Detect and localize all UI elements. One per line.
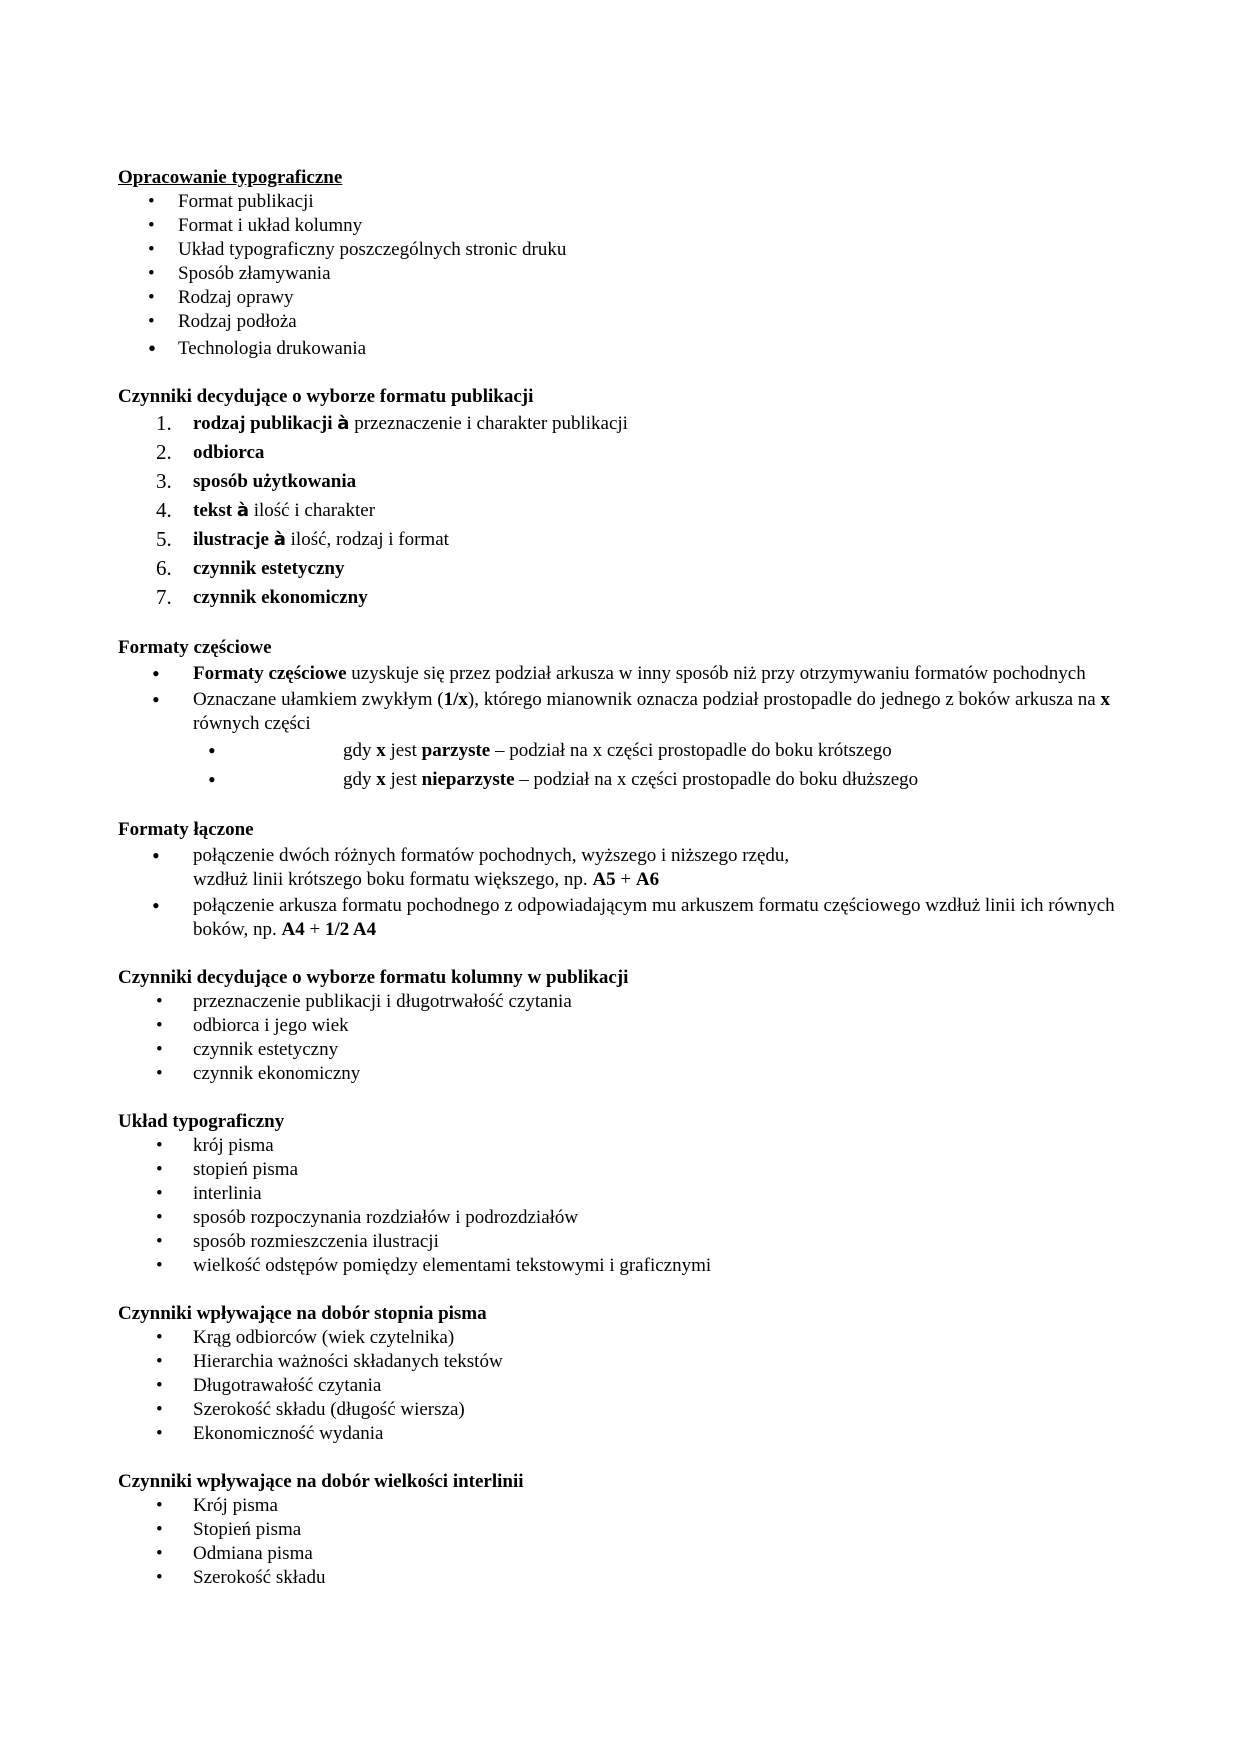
bullet-icon: • [152, 843, 160, 868]
list-item: 7. czynnik ekonomiczny [156, 585, 368, 609]
section-format-kolumny [118, 966, 1128, 1086]
numbered-list [118, 409, 1128, 612]
list-item: • interlinia [156, 1183, 262, 1204]
list-item: • Format publikacji [148, 191, 314, 212]
section-title: Czynniki decydujące o wyborze formatu publikacji [118, 386, 534, 407]
bullet-list [118, 662, 1128, 736]
list-item: • Hierarchia ważności składanych tekstów [156, 1351, 503, 1372]
bullet-icon: • [156, 1135, 163, 1156]
list-item: 5. ilustracje à ilość, rodzaj i format [156, 527, 449, 551]
arrow-icon: à [337, 413, 350, 434]
section-stopien-pisma [118, 1302, 1128, 1446]
list-item: • Rodzaj oprawy [148, 287, 294, 308]
list-item: • gdy x jest parzyste – podział na x części prostopadle do boku krótszego [208, 738, 892, 763]
section-title: Formaty częściowe [118, 637, 272, 658]
list-item: • Oznaczane ułamkiem zwykłym (1/x), którego mianownik oznacza podział prostopadle do jednego z boków arkusza na x równych części [152, 687, 1110, 734]
bullet-icon: • [208, 738, 216, 763]
list-item: • Odmiana pisma [156, 1543, 313, 1564]
list-item: • czynnik estetyczny [156, 1039, 339, 1060]
bullet-icon: • [148, 287, 155, 308]
list-item: • sposób rozpoczynania rozdziałów i podrozdziałów [156, 1207, 579, 1228]
list-item: • Układ typograficzny poszczególnych stronic druku [148, 239, 567, 260]
list-item: • Długotrawałość czytania [156, 1375, 382, 1396]
section-opracowanie [118, 166, 1128, 361]
bullet-icon: • [156, 1039, 163, 1060]
bullet-icon: • [156, 1519, 163, 1540]
arrow-icon: à [273, 529, 286, 550]
list-item: • gdy x jest nieparzyste – podział na x części prostopadle do boku dłuższego [208, 767, 919, 792]
bullet-icon: • [156, 1255, 163, 1276]
list-item: • Szerokość składu (długość wiersza) [156, 1399, 465, 1420]
bullet-list [118, 1494, 1128, 1590]
bullet-icon: • [156, 991, 163, 1012]
list-item: • czynnik ekonomiczny [156, 1063, 361, 1084]
bullet-list [118, 190, 1128, 361]
document-page [118, 166, 1128, 1614]
bullet-icon: • [208, 767, 216, 792]
section-formaty-laczone [118, 818, 1128, 942]
bullet-list [118, 1134, 1128, 1278]
bullet-list [118, 844, 1128, 942]
bullet-icon: • [152, 893, 160, 918]
bullet-icon: • [156, 1399, 163, 1420]
bullet-icon: • [156, 1423, 163, 1444]
section-title: Opracowanie typograficzne [118, 167, 343, 188]
list-item: • połączenie dwóch różnych formatów pochodnych, wyższego i niższego rzędu, wzdłuż linii krótszego boku formatu większego, np. A5 + A6 [152, 843, 790, 890]
bullet-icon: • [156, 1231, 163, 1252]
bullet-icon: • [156, 1351, 163, 1372]
list-item: • odbiorca i jego wiek [156, 1015, 349, 1036]
bullet-icon: • [148, 336, 157, 361]
section-czynniki-formatu [118, 385, 1128, 612]
list-item: 1. rodzaj publikacji à przeznaczenie i charakter publikacji [156, 411, 628, 435]
list-item: 4. tekst à ilość i charakter [156, 498, 376, 522]
list-item: • przeznaczenie publikacji i długotrwałość czytania [156, 991, 572, 1012]
list-item: • Sposób złamywania [148, 263, 331, 284]
bullet-list [118, 990, 1128, 1086]
section-interlinia [118, 1470, 1128, 1590]
list-item: • Ekonomiczność wydania [156, 1423, 384, 1444]
list-item: • Formaty częściowe uzyskuje się przez podział arkusza w inny sposób niż przy otrzymywaniu formatów pochodnych [152, 661, 1086, 686]
bullet-icon: • [156, 1543, 163, 1564]
section-uklad-typograficzny [118, 1110, 1128, 1278]
arrow-icon: à [236, 500, 249, 521]
list-item: • Szerokość składu [156, 1567, 326, 1588]
list-item: • Krąg odbiorców (wiek czytelnika) [156, 1327, 455, 1348]
section-title: Czynniki decydujące o wyborze formatu kolumny w publikacji [118, 967, 629, 988]
bullet-icon: • [156, 1159, 163, 1180]
list-item: • Stopień pisma [156, 1519, 302, 1540]
list-item: • Technologia drukowania [148, 336, 367, 361]
bullet-icon: • [156, 1207, 163, 1228]
bullet-icon: • [148, 215, 155, 236]
bullet-icon: • [148, 263, 155, 284]
list-item: • stopień pisma [156, 1159, 299, 1180]
list-item: • wielkość odstępów pomiędzy elementami tekstowymi i graficznymi [156, 1255, 712, 1276]
bullet-icon: • [156, 1327, 163, 1348]
list-item: • Rodzaj podłoża [148, 311, 297, 332]
list-item: • Krój pisma [156, 1495, 278, 1516]
section-title: Formaty łączone [118, 819, 254, 840]
list-item: 2. odbiorca [156, 440, 265, 464]
bullet-icon: • [156, 1495, 163, 1516]
list-item: 3. sposób użytkowania [156, 469, 357, 493]
section-formaty-czesciowe [118, 636, 1128, 794]
list-item: • sposób rozmieszczenia ilustracji [156, 1231, 439, 1252]
bullet-icon: • [148, 311, 155, 332]
bullet-icon: • [156, 1063, 163, 1084]
list-item: • Format i układ kolumny [148, 215, 363, 236]
bullet-icon: • [152, 661, 160, 686]
list-item: • krój pisma [156, 1135, 274, 1156]
section-title: Czynniki wpływające na dobór wielkości interlinii [118, 1471, 524, 1492]
bullet-icon: • [148, 191, 155, 212]
bullet-list [118, 1326, 1128, 1446]
bullet-icon: • [156, 1015, 163, 1036]
list-item: 6. czynnik estetyczny [156, 556, 345, 580]
bullet-icon: • [148, 239, 155, 260]
bullet-icon: • [156, 1567, 163, 1588]
bullet-icon: • [156, 1183, 163, 1204]
sub-bullet-list [118, 736, 1128, 794]
bullet-icon: • [156, 1375, 163, 1396]
section-title: Czynniki wpływające na dobór stopnia pisma [118, 1303, 487, 1324]
list-item: • połączenie arkusza formatu pochodnego z odpowiadającym mu arkuszem formatu częściowego wzdłuż linii ich równych boków, np. A4 + 1/2 A4 [152, 893, 1115, 940]
bullet-icon: • [152, 687, 160, 712]
section-title: Układ typograficzny [118, 1111, 285, 1132]
